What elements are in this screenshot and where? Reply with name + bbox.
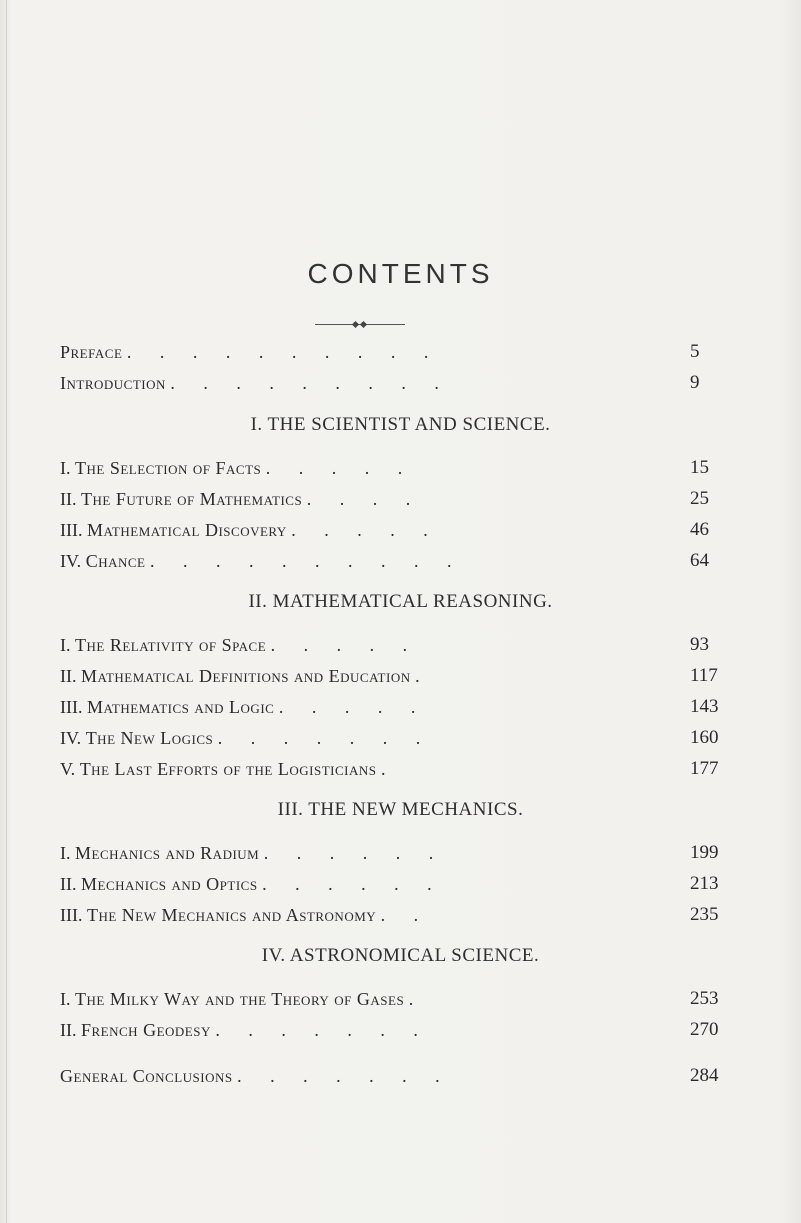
toc-entry[interactable] <box>60 692 750 722</box>
toc-page-number: 46 <box>690 519 709 540</box>
toc-entry[interactable] <box>60 546 750 576</box>
section-heading: III. THE NEW MECHANICS. <box>277 799 524 820</box>
toc-page-number: 9 <box>690 372 700 393</box>
toc-entry[interactable] <box>60 1015 750 1045</box>
leader-dots: . . . . . <box>278 697 428 717</box>
toc-entry-general-conclusions[interactable] <box>60 1061 750 1091</box>
toc-page-number: 160 <box>690 727 719 748</box>
toc-entry-introduction[interactable] <box>60 368 750 398</box>
toc-entry[interactable] <box>60 484 750 514</box>
toc-page-number: 284 <box>690 1065 719 1086</box>
leader-dots: . . . . . . . . . <box>170 373 451 393</box>
leader-dots: . . . . . . . . . . <box>149 551 464 571</box>
toc-entry[interactable] <box>60 754 750 784</box>
toc-page-number: 117 <box>690 665 718 686</box>
chapter-numeral: III. <box>60 520 83 540</box>
toc-entry-label: Mathematics and Logic <box>86 697 275 717</box>
leader-dots: . . . . . <box>270 635 420 655</box>
leader-dots: . . . . . . <box>263 843 446 863</box>
leader-dots: . . . . . . . . . . <box>126 342 441 362</box>
leader-dots: . . . . . <box>291 520 440 540</box>
toc-entry[interactable] <box>60 869 750 899</box>
chapter-numeral: II. <box>60 666 77 686</box>
toc-entry-label: The Last Efforts of the Logisticians <box>79 759 377 779</box>
toc-entry-label: Preface <box>60 342 123 362</box>
toc-page-number: 25 <box>690 488 709 509</box>
leader-dots: . <box>408 989 426 1009</box>
toc-entry[interactable] <box>60 661 750 691</box>
chapter-numeral: V. <box>60 759 76 779</box>
chapter-numeral: II. <box>60 1020 77 1040</box>
section-heading: II. MATHEMATICAL REASONING. <box>248 591 553 612</box>
toc-entry[interactable] <box>60 453 750 483</box>
chapter-numeral: IV. <box>60 551 82 571</box>
leader-dots: . <box>380 759 398 779</box>
toc-entry-label: The Future of Mathematics <box>81 489 303 509</box>
toc-page-number: 235 <box>690 904 719 925</box>
chapter-numeral: II. <box>60 489 77 509</box>
ornament-diamond <box>352 321 359 328</box>
toc-entry[interactable] <box>60 723 750 753</box>
toc-entry-label: Mathematical Discovery <box>86 520 287 540</box>
toc-entry-label: The Selection of Facts <box>75 458 262 478</box>
leader-dots: . . . . . . <box>262 874 444 894</box>
toc-page-number: 177 <box>690 758 719 779</box>
toc-entry-label: Mechanics and Optics <box>81 874 258 894</box>
toc-page-number: 199 <box>690 842 719 863</box>
chapter-numeral: I. <box>60 458 71 478</box>
chapter-numeral: I. <box>60 635 71 655</box>
toc-entry-label: Chance <box>85 551 146 571</box>
toc-entry[interactable] <box>60 984 750 1014</box>
toc-entry-label: General Conclusions <box>60 1066 233 1086</box>
toc-entry[interactable] <box>60 838 750 868</box>
chapter-numeral: III. <box>60 697 83 717</box>
toc-page-number: 270 <box>690 1019 719 1040</box>
toc-entry[interactable] <box>60 515 750 545</box>
toc-entry-label: Introduction <box>60 373 166 393</box>
toc-entry-label: French Geodesy <box>81 1020 211 1040</box>
toc-entry-preface[interactable] <box>60 337 750 367</box>
toc-page-number: 213 <box>690 873 719 894</box>
chapter-numeral: III. <box>60 905 83 925</box>
toc-entry-label: Mathematical Definitions and Education <box>81 666 411 686</box>
section-heading: I. THE SCIENTIST AND SCIENCE. <box>250 414 551 435</box>
toc-entry-label: The Milky Way and the Theory of Gases <box>75 989 405 1009</box>
toc-entry[interactable] <box>60 630 750 660</box>
toc-page-number: 64 <box>690 550 709 571</box>
leader-dots: . . . . . . . <box>237 1066 452 1086</box>
leader-dots: . . . . . . . <box>217 728 433 748</box>
title-ornament-divider <box>315 322 405 328</box>
chapter-numeral: I. <box>60 843 71 863</box>
toc-entry-label: Mechanics and Radium <box>75 843 260 863</box>
chapter-numeral: II. <box>60 874 77 894</box>
leader-dots: . . . . . <box>265 458 415 478</box>
section-heading: IV. ASTRONOMICAL SCIENCE. <box>261 945 540 966</box>
chapter-numeral: I. <box>60 989 71 1009</box>
chapter-numeral: IV. <box>60 728 82 748</box>
toc-entry-label: The Relativity of Space <box>75 635 267 655</box>
toc-entry[interactable] <box>60 900 750 930</box>
leader-dots: . <box>415 666 432 686</box>
toc-entry-label: The New Logics <box>85 728 214 748</box>
leader-dots: . . . . <box>306 489 423 509</box>
toc-page-number: 93 <box>690 634 709 655</box>
ornament-diamond <box>360 321 367 328</box>
toc-page-number: 253 <box>690 988 719 1009</box>
toc-page-number: 143 <box>690 696 719 717</box>
toc-page-number: 15 <box>690 457 709 478</box>
toc-page-number: 5 <box>690 341 700 362</box>
leader-dots: . . <box>380 905 431 925</box>
leader-dots: . . . . . . . <box>215 1020 430 1040</box>
toc-entry-label: The New Mechanics and Astronomy <box>86 905 377 925</box>
page-title: CONTENTS <box>307 258 494 289</box>
